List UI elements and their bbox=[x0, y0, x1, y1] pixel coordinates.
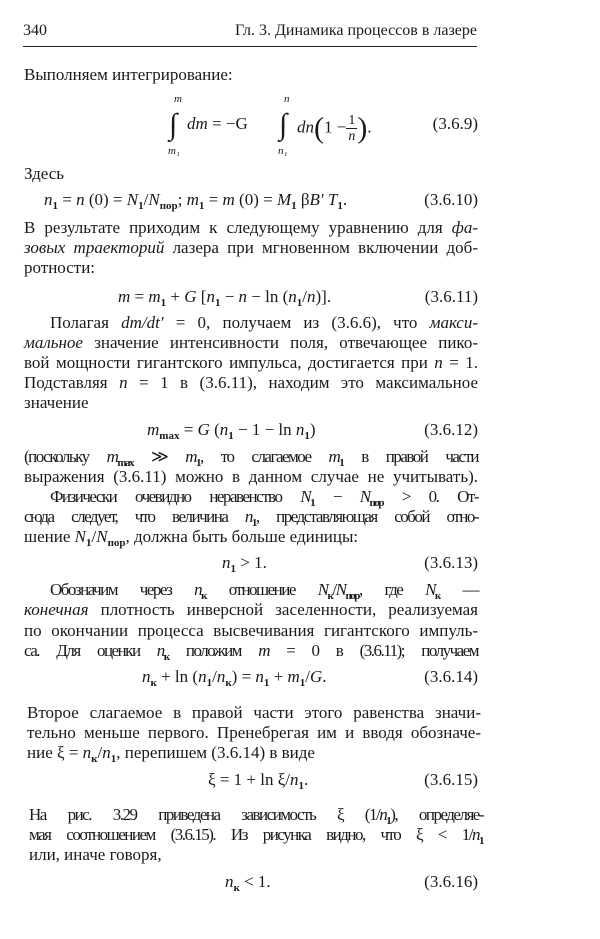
text-run: / bbox=[305, 667, 311, 686]
text-run: = 0 в (3.6.11); получаем bbox=[268, 641, 478, 660]
italic-run: N bbox=[317, 580, 328, 599]
italic-run: n bbox=[194, 580, 202, 599]
text-run: Подставляя bbox=[24, 373, 120, 392]
italic-run: N bbox=[148, 190, 160, 209]
subscript: 1 bbox=[230, 563, 236, 575]
italic-run: n bbox=[82, 743, 92, 762]
italic-run: макси- bbox=[429, 313, 478, 332]
equation bbox=[222, 552, 267, 574]
text-line bbox=[27, 703, 481, 723]
italic-run: n bbox=[290, 770, 299, 789]
italic-run: n bbox=[216, 667, 226, 686]
subscript: к bbox=[150, 677, 157, 689]
subscript: 1 bbox=[228, 430, 234, 442]
upper-limit: m bbox=[174, 93, 182, 105]
text-line bbox=[29, 825, 483, 845]
text-run: < 1. bbox=[239, 872, 271, 891]
text-line bbox=[24, 600, 478, 620]
text-run: . bbox=[342, 190, 348, 209]
equation-3-6-9 bbox=[165, 94, 405, 160]
text-run: значение bbox=[24, 393, 89, 412]
text-line bbox=[24, 641, 478, 661]
subscript: 1 bbox=[291, 200, 297, 212]
equation-number: (3.6.9) bbox=[432, 114, 478, 133]
subscript: к bbox=[233, 882, 240, 894]
header-rule bbox=[23, 46, 477, 47]
equation-number: (3.6.15) bbox=[424, 770, 478, 789]
subscript: 1 bbox=[386, 815, 391, 827]
text-line bbox=[24, 164, 478, 184]
text-run: ние ξ = bbox=[27, 743, 83, 762]
italic-run: m bbox=[186, 190, 199, 209]
text-run: На рис. 3.29 приведена зависимость ξ (1/ bbox=[29, 805, 380, 824]
text-run: са. Для оценки bbox=[24, 641, 157, 660]
italic-run: n bbox=[238, 287, 248, 306]
text-line bbox=[24, 527, 478, 547]
italic-run: m bbox=[287, 667, 300, 686]
italic-run: N bbox=[74, 527, 86, 546]
italic-run: dm/dt′ bbox=[121, 313, 164, 332]
italic-run: G bbox=[310, 667, 323, 686]
subscript: к bbox=[201, 590, 206, 602]
italic-run: n bbox=[76, 190, 85, 209]
text-line bbox=[24, 373, 478, 393]
italic-run: n bbox=[307, 287, 316, 306]
eq-paren: ) bbox=[357, 111, 368, 145]
text-run: − ln ( bbox=[247, 287, 289, 306]
text-run: ротности: bbox=[24, 258, 96, 277]
integral-sign: ∫ bbox=[169, 108, 178, 141]
fraction-denominator: n bbox=[348, 129, 356, 144]
subscript: max bbox=[159, 430, 180, 442]
subscript: 1 bbox=[206, 677, 213, 689]
italic-run: n bbox=[44, 190, 53, 209]
subscript: 1 bbox=[263, 677, 270, 689]
subscript: 1 bbox=[52, 200, 58, 212]
text-run: )]. bbox=[315, 287, 332, 306]
text-run: отношение bbox=[205, 580, 318, 599]
subscript: 1 bbox=[296, 297, 303, 309]
italic-run: n bbox=[379, 805, 387, 824]
text-line bbox=[50, 313, 478, 333]
italic-run: N bbox=[126, 190, 139, 209]
text-line bbox=[24, 467, 478, 487]
italic-run: n bbox=[222, 553, 231, 572]
text-run: = 1. bbox=[442, 353, 478, 372]
text-run: . bbox=[322, 667, 327, 686]
text-line bbox=[27, 723, 481, 743]
subscript: 1 bbox=[85, 537, 92, 549]
text-run: , где bbox=[358, 580, 426, 599]
subscript: пор bbox=[369, 497, 383, 509]
text-run: = 1 в (3.6.11), находим это максимальное bbox=[127, 373, 478, 392]
italic-run: m bbox=[258, 641, 269, 660]
subscript: 1 bbox=[298, 780, 305, 792]
text-run: (поскольку bbox=[24, 447, 107, 466]
text-run: / bbox=[332, 580, 336, 599]
text-run: / bbox=[91, 527, 97, 546]
text-run: (0) = bbox=[234, 190, 277, 209]
equation bbox=[208, 769, 308, 791]
italic-run: N bbox=[300, 487, 311, 506]
equation bbox=[147, 419, 316, 441]
subscript: пор bbox=[107, 537, 126, 549]
italic-run: n bbox=[156, 641, 164, 660]
text-run: / bbox=[302, 287, 308, 306]
equation-number: (3.6.14) bbox=[424, 667, 478, 686]
eq-term: 1 − bbox=[324, 117, 347, 137]
text-line bbox=[50, 580, 478, 600]
italic-run: n bbox=[142, 667, 151, 686]
italic-run: m bbox=[118, 287, 131, 306]
text-run: / bbox=[212, 667, 217, 686]
subscript: пор bbox=[345, 590, 359, 602]
text-run: / bbox=[143, 190, 149, 209]
text-run: В результате приходим к следующему уравнению для bbox=[24, 218, 452, 237]
text-run: сюда следует, что величина bbox=[24, 507, 245, 526]
subscript: к bbox=[434, 590, 440, 602]
text-run: Здесь bbox=[24, 164, 65, 183]
text-run: + bbox=[166, 287, 185, 306]
text-line bbox=[24, 333, 478, 353]
eq-term: . bbox=[367, 117, 372, 137]
text-run: значение интенсивности поля, отвечающее пико- bbox=[82, 333, 478, 352]
italic-run: G bbox=[184, 287, 197, 306]
text-run: шение bbox=[24, 527, 75, 546]
text-run: (0) = bbox=[84, 190, 127, 209]
fraction-numerator: 1 bbox=[348, 113, 356, 128]
italic-run: n bbox=[206, 287, 215, 306]
italic-run: n bbox=[244, 507, 252, 526]
subscript: 1 bbox=[214, 297, 221, 309]
equation-number: (3.6.11) bbox=[424, 287, 478, 306]
text-run: ), определяе- bbox=[390, 805, 483, 824]
text-run: по окончании процесса высвечивания гигантского импуль- bbox=[24, 621, 478, 640]
italic-run: n bbox=[102, 743, 111, 762]
text-run: плотность инверсной заселенности, реализуемая bbox=[88, 600, 478, 619]
integral-sign: ∫ bbox=[279, 108, 288, 141]
text-run: + ln ( bbox=[156, 667, 199, 686]
italic-run: m bbox=[222, 190, 235, 209]
italic-run: G bbox=[197, 420, 210, 439]
text-run: ) = bbox=[231, 667, 256, 686]
italic-run: m bbox=[328, 447, 340, 466]
subscript: 1 bbox=[310, 497, 315, 509]
equation bbox=[44, 189, 347, 211]
eq-paren: ( bbox=[314, 111, 324, 145]
subscript: к bbox=[163, 651, 169, 663]
equation bbox=[225, 871, 271, 893]
text-run: , должна быть больше единицы: bbox=[125, 527, 359, 546]
text-run: = 0, получаем из (3.6.6), что bbox=[163, 313, 430, 332]
text-line bbox=[24, 258, 478, 278]
subscript: к bbox=[327, 590, 333, 602]
subscript: пор bbox=[159, 200, 178, 212]
text-run: Полагая bbox=[50, 313, 122, 332]
italic-run: n bbox=[472, 825, 479, 844]
text-run: Обозначим через bbox=[50, 580, 195, 599]
subscript: 1 bbox=[198, 200, 205, 212]
text-line bbox=[24, 238, 478, 258]
text-line bbox=[29, 805, 483, 825]
text-run: , перепишем (3.6.14) в виде bbox=[116, 743, 315, 762]
text-run: в правой части bbox=[343, 447, 478, 466]
subscript: к bbox=[225, 677, 232, 689]
italic-run: мальное bbox=[24, 333, 83, 352]
equation bbox=[118, 286, 331, 308]
text-line bbox=[27, 743, 481, 763]
text-run: выражения (3.6.11) можно в данном случае не учитывать). bbox=[24, 467, 478, 486]
text-run: − bbox=[220, 287, 239, 306]
lower-limit: n₁ bbox=[278, 145, 288, 157]
eq-term: = −G bbox=[207, 114, 248, 133]
italic-run: зовых траекторий bbox=[24, 238, 165, 257]
subscript: 1 bbox=[160, 297, 167, 309]
text-run: = bbox=[204, 190, 223, 209]
italic-run: M bbox=[276, 190, 292, 209]
italic-run: n bbox=[255, 667, 264, 686]
text-line bbox=[24, 353, 478, 373]
subscript: 1 bbox=[337, 200, 343, 212]
eq-term: dn bbox=[297, 117, 314, 137]
text-run: , то слагаемое bbox=[200, 447, 329, 466]
italic-run: m bbox=[106, 447, 118, 466]
italic-run: N bbox=[359, 487, 370, 506]
text-line bbox=[24, 218, 478, 238]
text-run: β bbox=[296, 190, 310, 209]
text-line bbox=[24, 65, 478, 85]
subscript: 1 bbox=[479, 835, 483, 847]
equation-number: (3.6.13) bbox=[424, 553, 478, 572]
running-title: Гл. 3. Динамика процессов в лазере bbox=[234, 22, 477, 39]
equation bbox=[142, 666, 327, 688]
text-run: . bbox=[304, 770, 309, 789]
text-run: Физически очевидно неравенство bbox=[50, 487, 301, 506]
text-run: вой мощности гигантского импульса, достигается при bbox=[24, 353, 435, 372]
subscript: 1 bbox=[110, 753, 117, 765]
text-line bbox=[24, 447, 478, 467]
text-run: , представляющая собой отно- bbox=[255, 507, 478, 526]
equation-number: (3.6.10) bbox=[424, 190, 478, 209]
text-run: − 1 − ln bbox=[233, 420, 296, 439]
subscript: 1 bbox=[251, 517, 256, 529]
subscript: к bbox=[91, 753, 98, 765]
italic-run: n bbox=[119, 373, 128, 392]
text-run: лазера при мгновенном включении доб- bbox=[164, 238, 478, 257]
text-run: ) bbox=[309, 420, 316, 439]
page-number: 340 bbox=[23, 22, 47, 39]
text-run: > 0. От- bbox=[383, 487, 478, 506]
italic-run: N bbox=[96, 527, 108, 546]
text-run: / bbox=[97, 743, 103, 762]
lower-limit: m₁ bbox=[168, 145, 180, 157]
text-line bbox=[50, 487, 478, 507]
italic-run: m bbox=[148, 287, 161, 306]
equation-number: (3.6.16) bbox=[424, 872, 478, 891]
text-run: Второе слагаемое в правой части этого равенства значи- bbox=[27, 703, 481, 722]
subscript: 1 bbox=[138, 200, 144, 212]
text-run: + bbox=[269, 667, 288, 686]
subscript: 1 bbox=[304, 430, 310, 442]
italic-run: n bbox=[288, 287, 297, 306]
text-run: ; bbox=[177, 190, 187, 209]
subscript: 1 bbox=[339, 457, 344, 469]
text-run: ξ = 1 + ln ξ/ bbox=[208, 770, 291, 789]
italic-run: n bbox=[198, 667, 207, 686]
upper-limit: n bbox=[284, 93, 290, 105]
fraction bbox=[346, 113, 357, 144]
italic-run: m bbox=[185, 447, 197, 466]
subscript: 1 bbox=[196, 457, 201, 469]
text-run: > 1. bbox=[236, 553, 267, 572]
text-line bbox=[24, 621, 478, 641]
text-run: — bbox=[439, 580, 479, 599]
text-run: = bbox=[179, 420, 198, 439]
text-run: положим bbox=[168, 641, 259, 660]
italic-run: n bbox=[219, 420, 229, 439]
text-line bbox=[29, 845, 483, 865]
text-run: = bbox=[58, 190, 77, 209]
text-run: ≫ bbox=[133, 447, 186, 466]
italic-run: n bbox=[295, 420, 305, 439]
text-run: ( bbox=[209, 420, 220, 439]
italic-run: m bbox=[147, 420, 160, 439]
italic-run: B′ T bbox=[309, 190, 338, 209]
text-run: тельно меньше первого. Пренебрегая им и вводя обозначе- bbox=[27, 723, 481, 742]
text-run: или, иначе говоря, bbox=[29, 845, 162, 864]
text-run: = bbox=[130, 287, 149, 306]
text-run: Выполняем интегрирование: bbox=[24, 65, 233, 84]
italic-run: n bbox=[434, 353, 443, 372]
subscript: 1 bbox=[299, 677, 306, 689]
equation-number: (3.6.12) bbox=[424, 420, 478, 439]
eq-term: dm bbox=[187, 114, 208, 133]
italic-run: фа- bbox=[451, 218, 478, 237]
italic-run: N bbox=[335, 580, 346, 599]
italic-run: n bbox=[225, 872, 234, 891]
italic-run: N bbox=[425, 580, 435, 599]
text-run: [ bbox=[196, 287, 207, 306]
text-line bbox=[24, 393, 478, 413]
italic-run: конечная bbox=[24, 600, 89, 619]
text-run: мая соотношением (3.6.15). Из рисунка видно, что ξ < 1/ bbox=[29, 825, 472, 844]
text-run: − bbox=[314, 487, 360, 506]
text-line bbox=[24, 507, 478, 527]
subscript: max bbox=[117, 457, 134, 469]
